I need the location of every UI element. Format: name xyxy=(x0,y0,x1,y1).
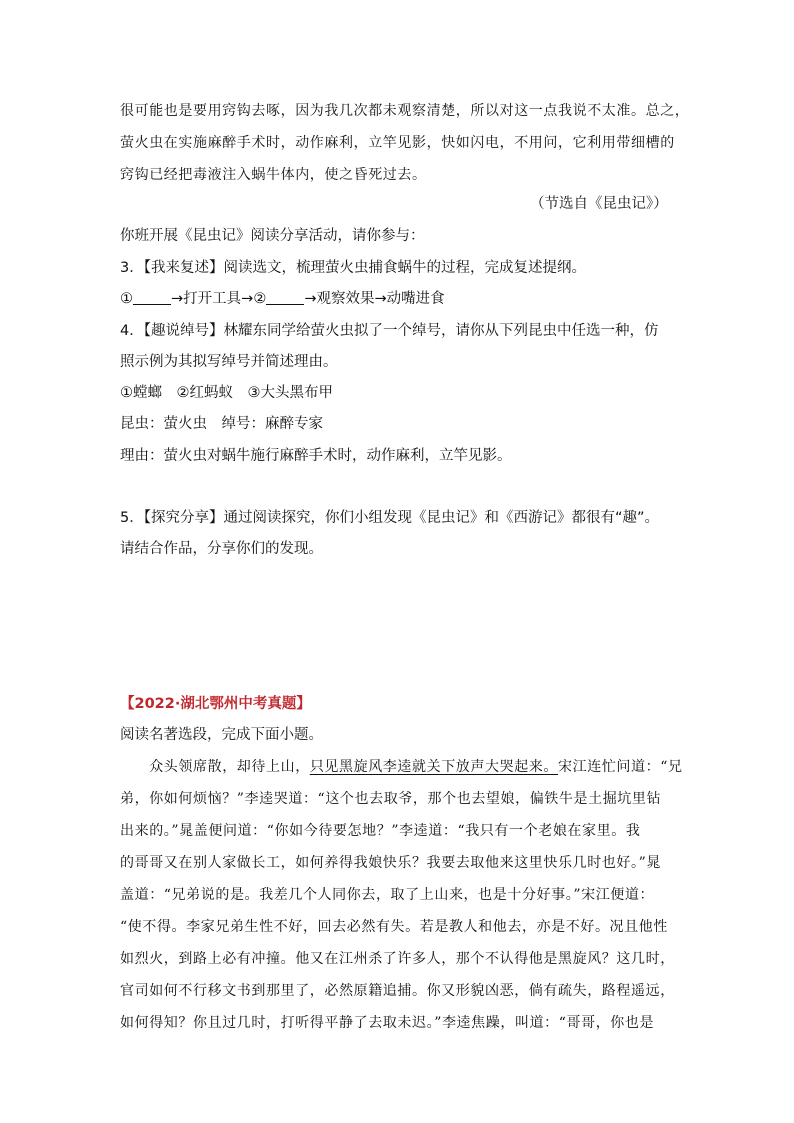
blank-2 xyxy=(266,290,304,305)
question-4-options: ①螳螂 ②红蚂蚁 ③大头黑布甲 xyxy=(120,385,333,401)
excerpt-line-5: 盖道：“兄弟说的是。我差几个人同你去，取了上山来，也是十分好事。”宋江便道： xyxy=(120,887,655,903)
question-4-line-2: 照示例为其拟写绰号并简述理由。 xyxy=(120,354,338,370)
passage-line-1: 很可能也是要用窍钩去啄，因为我几次都未观察清楚，所以对这一点我说不太准。总之， xyxy=(120,103,690,119)
excerpt-line-1 xyxy=(120,757,683,777)
question-5-line-2: 请结合作品，分享你们的发现。 xyxy=(120,541,323,557)
blank-1 xyxy=(133,290,171,305)
excerpt-underlined-sentence: 只见黑旋风李逵就关下放声大哭起来。 xyxy=(309,759,559,775)
excerpt-line-4: 的哥哥又在别人家做长工，如何养得我娘快乐？我要去取他来这里快乐几时也好。”晁 xyxy=(120,855,661,871)
question-4-example-reason: 理由：萤火虫对蜗牛施行麻醉手术时，动作麻利，立竿见影。 xyxy=(120,448,512,464)
passage-line-3: 窍钩已经把毒液注入蜗牛体内，使之昏死过去。 xyxy=(120,167,427,183)
excerpt-line-6: “使不得。李家兄弟生性不好，回去必然有失。若是教人和他去，亦是不好。况且他性 xyxy=(120,919,668,935)
excerpt-line-2: 弟，你如何烦恼？”李逵哭道：“这个也去取爷，那个也去望娘，偏铁牛是土掘坑里钻 xyxy=(120,791,662,807)
exam-source-tag: 【2022·湖北鄂州中考真题】 xyxy=(120,696,311,712)
question-4-line-1: 4．【趣说绰号】林耀东同学给萤火虫拟了一个绰号，请你从下列昆虫中任选一种，仿 xyxy=(120,323,659,339)
blank-2-label: ② xyxy=(253,291,267,307)
question-5-line-1: 5．【探究分享】通过阅读探究，你们小组发现《昆虫记》和《西游记》都很有“趣”。 xyxy=(120,510,659,526)
outline-segment-1: →打开工具→ xyxy=(171,291,254,307)
excerpt-line-9: 如何得知？你且过几时，打听得平静了去取未迟。”李逵焦躁，叫道：“哥哥，你也是 xyxy=(120,1015,655,1031)
passage-source: （节选自《昆虫记》） xyxy=(530,196,668,212)
excerpt-line-8: 官司如何不行移文书到那里了，必然原籍追捕。你又形貌凶恶，倘有疏失，路程遥远， xyxy=(120,983,675,999)
question-3-prompt: 3．【我来复述】阅读选文，梳理萤火虫捕食蜗牛的过程，完成复述提纲。 xyxy=(120,260,586,276)
excerpt-line-7: 如烈火，到路上必有冲撞。他又在江州杀了许多人，那个不认得他是黑旋风？这几时， xyxy=(120,951,675,967)
outline-segment-2: →观察效果→动嘴进食 xyxy=(304,291,445,307)
section-2-instruction: 阅读名著选段，完成下面小题。 xyxy=(120,727,323,743)
excerpt-line-3: 出来的。”晁盖便问道：“你如今待要怎地？”李逵道：“我只有一个老娘在家里。我 xyxy=(120,823,641,839)
activity-intro: 你班开展《昆虫记》阅读分享活动，请你参与： xyxy=(120,228,425,244)
question-3-outline xyxy=(120,289,445,309)
excerpt-line-1-end: 宋江连忙问道：“兄 xyxy=(558,759,683,775)
blank-1-label: ① xyxy=(120,291,133,307)
passage-line-2: 萤火虫在实施麻醉手术时，动作麻利，立竿见影，快如闪电，不用问，它利用带细槽的 xyxy=(120,135,675,151)
excerpt-line-1-start: 众头领席散，却待上山， xyxy=(120,759,310,775)
question-4-example-insect: 昆虫：萤火虫 绰号：麻醉专家 xyxy=(120,416,323,432)
